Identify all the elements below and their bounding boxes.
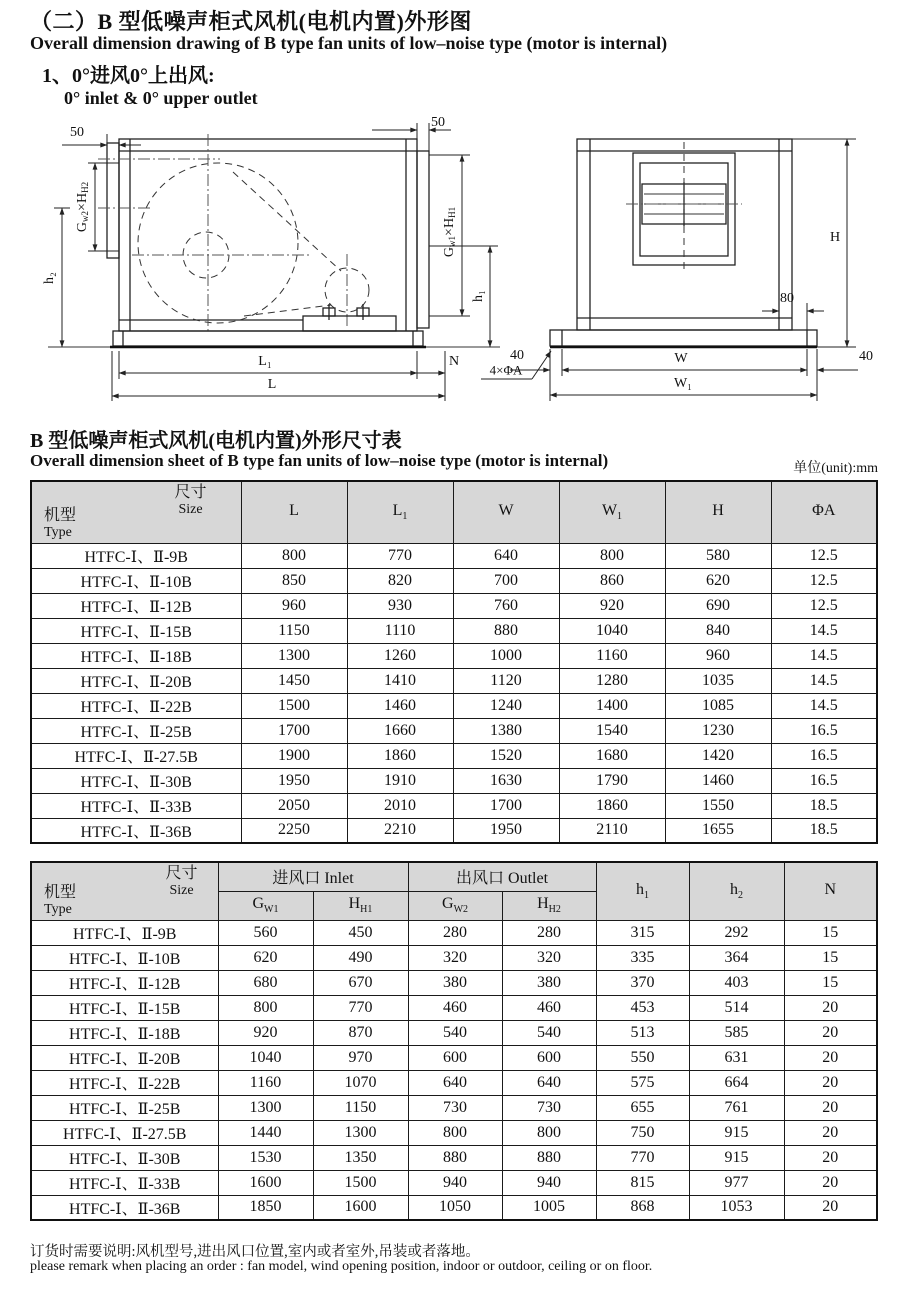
value-cell: 20	[784, 1095, 877, 1120]
value-cell: 460	[502, 995, 596, 1020]
value-cell: 514	[689, 995, 784, 1020]
table-row	[31, 1120, 877, 1145]
table-row	[31, 693, 877, 718]
value-cell: 1860	[347, 743, 453, 768]
value-cell: 770	[347, 543, 453, 568]
value-cell: 860	[559, 568, 665, 593]
value-cell: 20	[784, 1120, 877, 1145]
corner-size-label: 尺寸 Size	[174, 484, 207, 517]
value-cell: 915	[689, 1145, 784, 1170]
value-cell: 880	[502, 1145, 596, 1170]
dim-h: H	[829, 230, 841, 245]
value-cell: 320	[408, 945, 502, 970]
table1-header-row	[31, 481, 877, 543]
table-row	[31, 668, 877, 693]
table-row	[31, 543, 877, 568]
model-cell: HTFC-Ⅰ、Ⅱ-10B	[31, 945, 218, 970]
value-cell: 14.5	[771, 643, 877, 668]
dim-h2: h₂	[42, 272, 57, 284]
value-cell: 335	[596, 945, 689, 970]
value-cell: 550	[596, 1045, 689, 1070]
col-header-W1: $W_1$	[559, 481, 665, 543]
value-cell: 12.5	[771, 568, 877, 593]
value-cell: 1300	[313, 1120, 408, 1145]
value-cell: 1050	[408, 1195, 502, 1220]
value-cell: 815	[596, 1170, 689, 1195]
value-cell: 15	[784, 970, 877, 995]
value-cell: 320	[502, 945, 596, 970]
model-cell: HTFC-Ⅰ、Ⅱ-18B	[31, 1020, 218, 1045]
value-cell: 620	[218, 945, 313, 970]
corner-header	[31, 862, 218, 920]
value-cell: 680	[218, 970, 313, 995]
value-cell: 2210	[347, 818, 453, 843]
dimension-drawings	[20, 115, 886, 416]
value-cell: 20	[784, 1145, 877, 1170]
value-cell: 1035	[665, 668, 771, 693]
model-cell: HTFC-Ⅰ、Ⅱ-36B	[31, 1195, 218, 1220]
model-cell: HTFC-Ⅰ、Ⅱ-30B	[31, 768, 241, 793]
col-header-W: W	[453, 481, 559, 543]
fan-scroll-circle	[138, 163, 298, 323]
value-cell: 1230	[665, 718, 771, 743]
value-cell: 513	[596, 1020, 689, 1045]
value-cell: 960	[665, 643, 771, 668]
dim-gw1hh1: $G_{w1}\times H_{H1}$	[442, 206, 457, 258]
value-cell: 1040	[559, 618, 665, 643]
drawing-canvas	[20, 120, 886, 416]
value-cell: 1655	[665, 818, 771, 843]
value-cell: 540	[408, 1020, 502, 1045]
value-cell: 20	[784, 995, 877, 1020]
table-row	[31, 618, 877, 643]
page-title-en: Overall dimension drawing of B type fan units of low–noise type (motor is internal)	[30, 33, 668, 53]
value-cell: 403	[689, 970, 784, 995]
section-item-en: 0° inlet & 0° upper outlet	[64, 88, 258, 108]
model-cell: HTFC-Ⅰ、Ⅱ-22B	[31, 693, 241, 718]
value-cell: 770	[596, 1145, 689, 1170]
value-cell: 364	[689, 945, 784, 970]
dim-h1: h₁	[471, 290, 486, 302]
value-cell: 631	[689, 1045, 784, 1070]
col-header-HH2: $H_{H2}$	[502, 891, 596, 920]
model-cell: HTFC-Ⅰ、Ⅱ-15B	[31, 618, 241, 643]
value-cell: 1440	[218, 1120, 313, 1145]
value-cell: 600	[502, 1045, 596, 1070]
value-cell: 280	[502, 920, 596, 945]
col-header-GW1: $G_{W1}$	[218, 891, 313, 920]
model-cell: HTFC-Ⅰ、Ⅱ-9B	[31, 920, 218, 945]
value-cell: 880	[408, 1145, 502, 1170]
group-header-outlet: 出风口 Outlet	[408, 862, 596, 891]
inlet-flange	[107, 143, 119, 258]
value-cell: 640	[453, 543, 559, 568]
dim-40-left: 40	[510, 348, 524, 363]
value-cell: 1500	[241, 693, 347, 718]
value-cell: 1350	[313, 1145, 408, 1170]
value-cell: 1120	[453, 668, 559, 693]
outlet-flange	[417, 151, 429, 328]
model-cell: HTFC-Ⅰ、Ⅱ-12B	[31, 970, 218, 995]
table-row	[31, 1145, 877, 1170]
value-cell: 1085	[665, 693, 771, 718]
value-cell: 450	[313, 920, 408, 945]
table-row	[31, 818, 877, 843]
value-cell: 1660	[347, 718, 453, 743]
value-cell: 870	[313, 1020, 408, 1045]
outlet-damper	[626, 142, 742, 272]
value-cell: 20	[784, 1070, 877, 1095]
value-cell: 880	[453, 618, 559, 643]
value-cell: 370	[596, 970, 689, 995]
value-cell: 18.5	[771, 818, 877, 843]
section-item-zh: 1、0°进风0°上出风:	[42, 65, 215, 87]
dim-50-top-left: 50	[70, 125, 84, 140]
model-cell: HTFC-Ⅰ、Ⅱ-27.5B	[31, 743, 241, 768]
table-row	[31, 1095, 877, 1120]
table-row	[31, 1195, 877, 1220]
value-cell: 16.5	[771, 718, 877, 743]
value-cell: 1040	[218, 1045, 313, 1070]
value-cell: 14.5	[771, 693, 877, 718]
overall-dimension-table	[30, 480, 878, 844]
value-cell: 800	[218, 995, 313, 1020]
value-cell: 1460	[665, 768, 771, 793]
order-note-zh: 订货时需要说明:风机型号,进出风口位置,室内或者室外,吊装或者落地。	[30, 1244, 480, 1260]
col-header-GW2: $G_{W2}$	[408, 891, 502, 920]
value-cell: 1850	[218, 1195, 313, 1220]
table-row	[31, 1045, 877, 1070]
value-cell: 1240	[453, 693, 559, 718]
model-cell: HTFC-Ⅰ、Ⅱ-9B	[31, 543, 241, 568]
value-cell: 868	[596, 1195, 689, 1220]
value-cell: 1900	[241, 743, 347, 768]
value-cell: 1150	[313, 1095, 408, 1120]
col-header-h1: $h_1$	[596, 862, 689, 920]
value-cell: 1950	[241, 768, 347, 793]
value-cell: 490	[313, 945, 408, 970]
value-cell: 655	[596, 1095, 689, 1120]
value-cell: 1420	[665, 743, 771, 768]
table2-header-row-1	[31, 862, 877, 891]
value-cell: 1300	[241, 643, 347, 668]
value-cell: 580	[665, 543, 771, 568]
value-cell: 315	[596, 920, 689, 945]
table-row	[31, 995, 877, 1020]
value-cell: 1600	[218, 1170, 313, 1195]
model-cell: HTFC-Ⅰ、Ⅱ-10B	[31, 568, 241, 593]
value-cell: 2110	[559, 818, 665, 843]
value-cell: 1160	[218, 1070, 313, 1095]
value-cell: 664	[689, 1070, 784, 1095]
table-row	[31, 718, 877, 743]
value-cell: 1700	[241, 718, 347, 743]
model-cell: HTFC-Ⅰ、Ⅱ-27.5B	[31, 1120, 218, 1145]
value-cell: 800	[241, 543, 347, 568]
value-cell: 20	[784, 1170, 877, 1195]
base-channel	[48, 331, 500, 347]
value-cell: 1520	[453, 743, 559, 768]
value-cell: 15	[784, 920, 877, 945]
model-cell: HTFC-Ⅰ、Ⅱ-33B	[31, 793, 241, 818]
table-row	[31, 1020, 877, 1045]
value-cell: 640	[408, 1070, 502, 1095]
value-cell: 20	[784, 1020, 877, 1045]
table-row	[31, 793, 877, 818]
value-cell: 1700	[453, 793, 559, 818]
value-cell: 850	[241, 568, 347, 593]
dim-l1: L₁	[258, 354, 272, 369]
value-cell: 2250	[241, 818, 347, 843]
table-row	[31, 768, 877, 793]
dim-50-top-right: 50	[431, 115, 445, 130]
table-row	[31, 1170, 877, 1195]
value-cell: 840	[665, 618, 771, 643]
value-cell: 1540	[559, 718, 665, 743]
model-cell: HTFC-Ⅰ、Ⅱ-30B	[31, 1145, 218, 1170]
value-cell: 915	[689, 1120, 784, 1145]
value-cell: 640	[502, 1070, 596, 1095]
dim-w1: W₁	[673, 376, 693, 391]
value-cell: 760	[453, 593, 559, 618]
corner-size-label: 尺寸 Size	[165, 865, 198, 898]
table-row	[31, 593, 877, 618]
value-cell: 977	[689, 1170, 784, 1195]
value-cell: 690	[665, 593, 771, 618]
dim-40-right: 40	[859, 349, 873, 364]
value-cell: 1680	[559, 743, 665, 768]
value-cell: 453	[596, 995, 689, 1020]
value-cell: 940	[408, 1170, 502, 1195]
col-header-HH1: $H_{H1}$	[313, 891, 408, 920]
corner-type-label: 机型 Type	[44, 883, 77, 917]
table-row	[31, 945, 877, 970]
table-row	[31, 1070, 877, 1095]
model-cell: HTFC-Ⅰ、Ⅱ-12B	[31, 593, 241, 618]
value-cell: 1380	[453, 718, 559, 743]
side-view-drawing	[48, 123, 551, 401]
value-cell: 1260	[347, 643, 453, 668]
value-cell: 960	[241, 593, 347, 618]
value-cell: 1450	[241, 668, 347, 693]
value-cell: 761	[689, 1095, 784, 1120]
value-cell: 730	[408, 1095, 502, 1120]
value-cell: 1280	[559, 668, 665, 693]
value-cell: 2010	[347, 793, 453, 818]
table-row	[31, 920, 877, 945]
model-cell: HTFC-Ⅰ、Ⅱ-22B	[31, 1070, 218, 1095]
table-row	[31, 743, 877, 768]
value-cell: 560	[218, 920, 313, 945]
table1-title-zh: B 型低噪声柜式风机(电机内置)外形尺寸表	[30, 430, 402, 452]
value-cell: 1150	[241, 618, 347, 643]
value-cell: 575	[596, 1070, 689, 1095]
value-cell: 585	[689, 1020, 784, 1045]
model-cell: HTFC-Ⅰ、Ⅱ-25B	[31, 1095, 218, 1120]
col-header-L1: $L_1$	[347, 481, 453, 543]
model-cell: HTFC-Ⅰ、Ⅱ-25B	[31, 718, 241, 743]
value-cell: 460	[408, 995, 502, 1020]
corner-type-label: 机型 Type	[44, 506, 77, 540]
value-cell: 730	[502, 1095, 596, 1120]
value-cell: 20	[784, 1045, 877, 1070]
value-cell: 16.5	[771, 768, 877, 793]
value-cell: 1460	[347, 693, 453, 718]
dim-w: W	[674, 351, 688, 366]
value-cell: 600	[408, 1045, 502, 1070]
value-cell: 540	[502, 1020, 596, 1045]
value-cell: 18.5	[771, 793, 877, 818]
table-row	[31, 643, 877, 668]
value-cell: 1053	[689, 1195, 784, 1220]
value-cell: 12.5	[771, 593, 877, 618]
bolt-hole-note: 4×ΦA	[489, 362, 523, 378]
value-cell: 292	[689, 920, 784, 945]
model-cell: HTFC-Ⅰ、Ⅱ-36B	[31, 818, 241, 843]
page-title-zh: （二）B 型低噪声柜式风机(电机内置)外形图	[30, 9, 472, 34]
value-cell: 1410	[347, 668, 453, 693]
value-cell: 800	[408, 1120, 502, 1145]
value-cell: 1005	[502, 1195, 596, 1220]
col-header-PhiA: ΦA	[771, 481, 877, 543]
col-header-N: N	[784, 862, 877, 920]
value-cell: 670	[313, 970, 408, 995]
dim-gw2hh2: $G_{w2}\times H_{H2}$	[75, 181, 90, 233]
value-cell: 1790	[559, 768, 665, 793]
value-cell: 750	[596, 1120, 689, 1145]
value-cell: 1300	[218, 1095, 313, 1120]
value-cell: 770	[313, 995, 408, 1020]
model-cell: HTFC-Ⅰ、Ⅱ-18B	[31, 643, 241, 668]
value-cell: 1630	[453, 768, 559, 793]
col-header-h2: $h_2$	[689, 862, 784, 920]
value-cell: 620	[665, 568, 771, 593]
value-cell: 1160	[559, 643, 665, 668]
model-cell: HTFC-Ⅰ、Ⅱ-33B	[31, 1170, 218, 1195]
value-cell: 1070	[313, 1070, 408, 1095]
value-cell: 1530	[218, 1145, 313, 1170]
unit-note: 单位(unit):mm	[793, 461, 878, 476]
value-cell: 970	[313, 1045, 408, 1070]
col-header-H: H	[665, 481, 771, 543]
table1-title-en: Overall dimension sheet of B type fan units of low–noise type (motor is internal)	[30, 451, 609, 470]
value-cell: 12.5	[771, 543, 877, 568]
value-cell: 20	[784, 1195, 877, 1220]
value-cell: 1400	[559, 693, 665, 718]
value-cell: 380	[502, 970, 596, 995]
model-cell: HTFC-Ⅰ、Ⅱ-15B	[31, 995, 218, 1020]
value-cell: 14.5	[771, 668, 877, 693]
value-cell: 700	[453, 568, 559, 593]
dim-l: L	[267, 377, 277, 392]
value-cell: 1110	[347, 618, 453, 643]
value-cell: 1500	[313, 1170, 408, 1195]
order-note-en: please remark when placing an order : fan model, wind opening position, indoor or outdoor, ceiling or on floor.	[30, 1259, 653, 1274]
motor-sketch	[233, 172, 396, 331]
value-cell: 920	[218, 1020, 313, 1045]
corner-header	[31, 481, 241, 543]
value-cell: 15	[784, 945, 877, 970]
value-cell: 1950	[453, 818, 559, 843]
inlet-outlet-dimension-table	[30, 861, 878, 1221]
group-header-inlet: 进风口 Inlet	[218, 862, 408, 891]
value-cell: 1860	[559, 793, 665, 818]
value-cell: 940	[502, 1170, 596, 1195]
value-cell: 1910	[347, 768, 453, 793]
value-cell: 1600	[313, 1195, 408, 1220]
col-header-L: L	[241, 481, 347, 543]
base-plate	[550, 330, 817, 347]
value-cell: 1550	[665, 793, 771, 818]
dim-n: N	[448, 354, 460, 369]
value-cell: 2050	[241, 793, 347, 818]
model-cell: HTFC-Ⅰ、Ⅱ-20B	[31, 1045, 218, 1070]
value-cell: 820	[347, 568, 453, 593]
value-cell: 800	[559, 543, 665, 568]
value-cell: 920	[559, 593, 665, 618]
table-row	[31, 970, 877, 995]
value-cell: 380	[408, 970, 502, 995]
value-cell: 16.5	[771, 743, 877, 768]
value-cell: 14.5	[771, 618, 877, 643]
value-cell: 280	[408, 920, 502, 945]
model-cell: HTFC-Ⅰ、Ⅱ-20B	[31, 668, 241, 693]
dim-80: 80	[780, 291, 794, 306]
value-cell: 930	[347, 593, 453, 618]
value-cell: 1000	[453, 643, 559, 668]
value-cell: 800	[502, 1120, 596, 1145]
table-row	[31, 568, 877, 593]
